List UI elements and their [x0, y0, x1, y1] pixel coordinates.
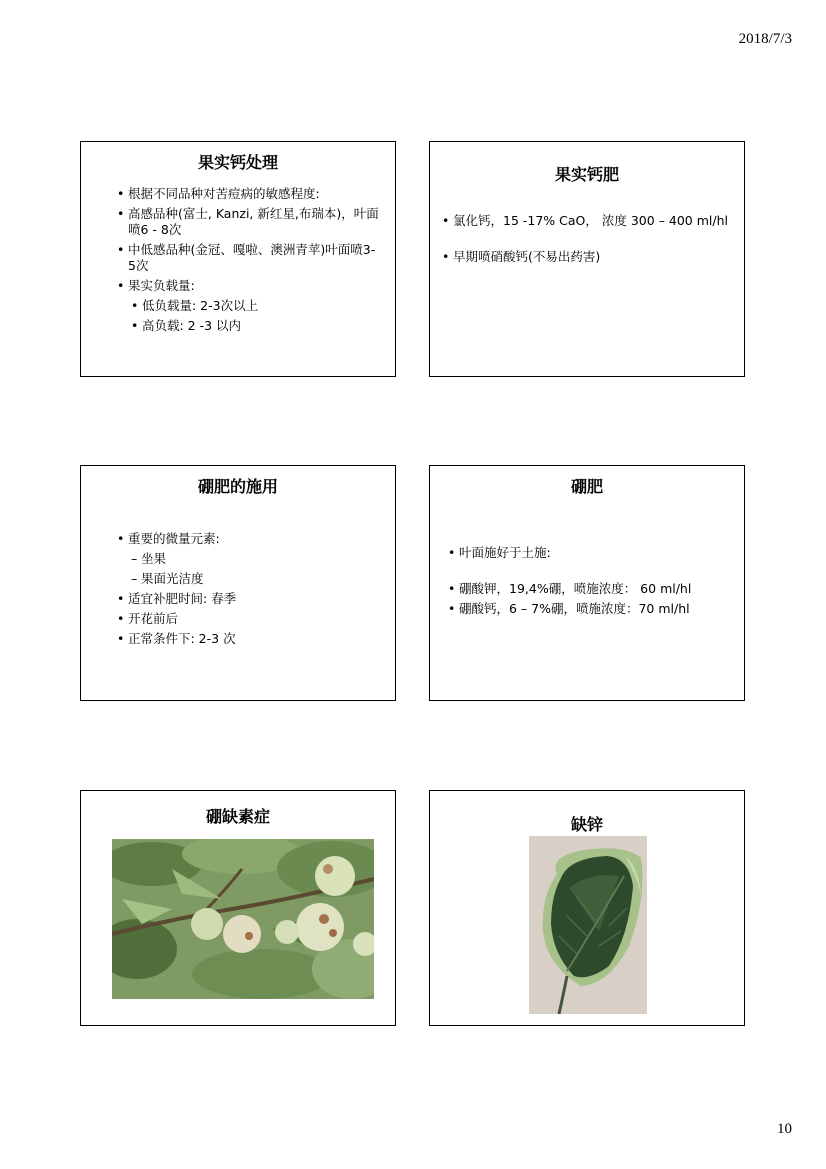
- bullet-list: [117, 186, 379, 338]
- bullet-list: [448, 545, 738, 621]
- bullet-item: • 硼酸钾，19,4%硼，喷施浓度： 60 ml/hl: [448, 581, 738, 597]
- bullet-item: • 氯化钙，15 -17% CaO， 浓度 300 – 400 ml/hl: [442, 213, 734, 229]
- slide-title: 硼肥: [570, 477, 603, 496]
- zinc-deficient-leaf-photo: [529, 836, 647, 1014]
- bullet-item: • 叶面施好于土施:: [448, 545, 738, 561]
- bullet-item: • 根据不同品种对苦痘病的敏感程度:: [117, 186, 379, 202]
- slide-title: 硼缺素症: [205, 807, 270, 826]
- bullet-item: • 硼酸钙，6 – 7%硼，喷施浓度：70 ml/hl: [448, 601, 738, 617]
- bullet-item: • 适宜补肥时间: 春季: [117, 591, 379, 607]
- slide-calcium-fertilizer: [429, 141, 745, 377]
- bullet-item: • 果实负载量:: [117, 278, 379, 294]
- slide-calcium-treatment: [80, 141, 396, 377]
- dash-item: – 果面光洁度: [131, 571, 379, 587]
- bullet-item: • 开花前后: [117, 611, 379, 627]
- bullet-list: [442, 213, 734, 269]
- page-date: 2018/7/3: [738, 31, 792, 47]
- slide-title: 果实钙处理: [197, 153, 278, 172]
- bullet-item: • 重要的微量元素:: [117, 531, 379, 547]
- bullet-item: • 早期喷硝酸钙(不易出药害): [442, 249, 734, 265]
- bullet-item: • 中低感品种(金冠、嘎啦、澳洲青苹)叶面喷3-5次: [117, 242, 379, 274]
- bullet-item: • 正常条件下: 2-3 次: [117, 631, 379, 647]
- slide-boron-deficiency: [80, 790, 396, 1026]
- slide-title: 果实钙肥: [554, 165, 619, 184]
- sub-bullet-item: • 低负载量: 2-3次以上: [131, 298, 379, 314]
- dash-item: – 坐果: [131, 551, 379, 567]
- bullet-list: [117, 531, 379, 651]
- slide-zinc-deficiency: [429, 790, 745, 1026]
- slide-title: 缺锌: [570, 815, 603, 834]
- slide-boron-application: [80, 465, 396, 701]
- bullet-item: • 高感品种(富士, Kanzi, 新红星,布瑞本)，叶面喷6 - 8次: [117, 206, 379, 238]
- apple-branch-photo: [112, 839, 374, 999]
- page-number: 10: [777, 1121, 792, 1137]
- sub-bullet-item: • 高负载: 2 -3 以内: [131, 318, 379, 334]
- slide-title: 硼肥的施用: [197, 477, 278, 496]
- slide-boron-fertilizer: [429, 465, 745, 701]
